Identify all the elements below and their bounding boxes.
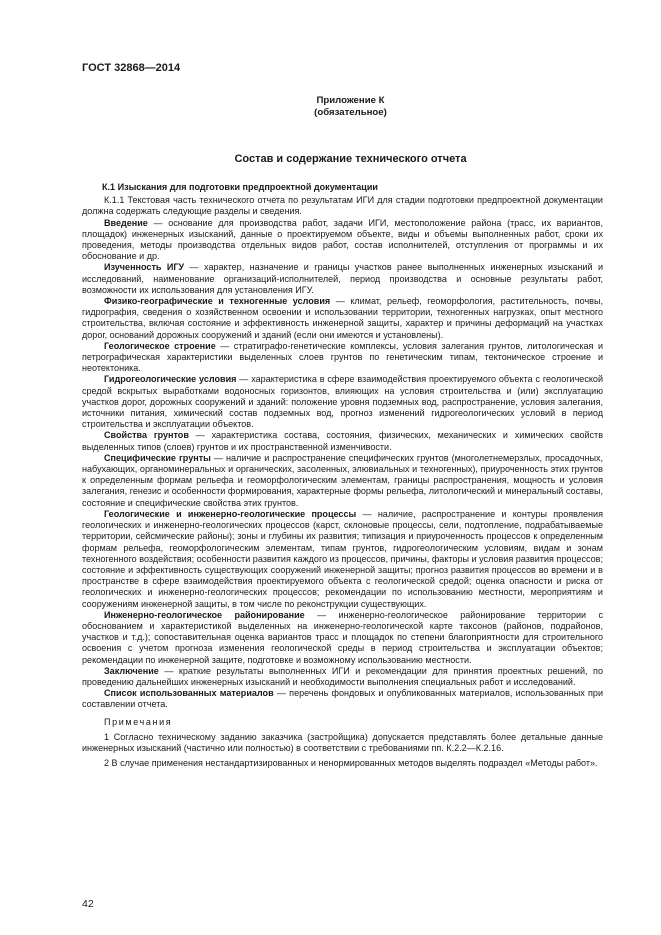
- term: Специфические грунты: [104, 452, 211, 463]
- paragraph-references: Список использованных материалов — перечень фондовых и опубликованных материалов, использованных при составлении отчета.: [82, 688, 603, 710]
- notes-heading: Примечания: [104, 716, 173, 727]
- paragraph-study-degree: Изученность ИГУ — характер, назначение и границы участков ранее выполненных инженерных изысканий и исследований, наименование организаций-исполнителей, период производства и основные результаты работ, возможности их использования для установления ИГУ.: [82, 262, 603, 295]
- appendix-status: (обязательное): [314, 107, 387, 118]
- term: Гидрогеологические условия: [104, 374, 237, 385]
- term: Геологическое строение: [104, 340, 216, 351]
- paragraph-introduction: Введение — основание для производства работ, задачи ИГИ, местоположение района (трасс, их вариантов, площадок) инженерных изысканий, данные о проектируемом объекте, виды и объемы выполненных работ, сроки их проведения, методы производства отдельных видов работ, состав исполнителей, отступления от программы и их обоснование и др.: [82, 217, 603, 262]
- paragraph-hydrogeology: Гидрогеологические условия — характеристика в сфере взаимодействия проектируемого объекта с геологической средой вскрытых выработками водоносных горизонтов, влияющих на условия строительства и (или) эксплуатацию участков дорог, дорожных сооружений и зданий: положение уровня подземных вод, распространение, условия залегания, источники питания, химический состав подземных вод, прогноз изменений гидрогеологических условий в период строительства и эксплуатации объектов.: [82, 374, 604, 430]
- document-body: [82, 182, 603, 769]
- term: Инженерно-геологическое районирование: [104, 609, 305, 620]
- standard-number: ГОСТ 32868—2014: [82, 62, 181, 74]
- paragraph-zoning: Инженерно-геологическое районирование — инженерно-геологическое районирование территории с обоснованием и характеристикой выделенных на инженерно-геологической карте таксонов (районов, подрайонов, участков и т.д.); сопоставительная оценка вариантов трасс и площадок по степени благоприятности для строительного освоения с учетом прогноза изменения геологической среды в период строительства и эксплуатации объектов; рекомендации по инженерной защите, подготовке и возможному использованию местности.: [82, 609, 603, 665]
- term: Список использованных материалов: [104, 688, 274, 699]
- term: Физико-географические и техногенные условия: [104, 296, 331, 307]
- paragraph-specific-soils: Специфические грунты — наличие и распространение специфических грунтов (многолетнемерзлых, просадочных, набухающих, органоминеральных и органических, засоленных, элювиальных и техногенных), приуроченность этих грунтов к определенным формам рельефа и геоморфологическим элементам, границы распространения, мощность и условия залегания, генезис и особенности формирования, характерные формы рельефа, литологический и минеральный составы, состояние и специфические свойства этих грунтов.: [82, 452, 603, 508]
- note-2: 2 В случае применения нестандартизированных и ненормированных методов выделять подраздел «Методы работ».: [104, 758, 598, 769]
- term: Заключение: [104, 665, 159, 676]
- paragraph-soil-properties: Свойства грунтов — характеристика состава, состояния, физических, механических и химических свойств выделенных типов (слоев) грунтов и их пространственной изменчивости.: [82, 430, 603, 452]
- page-number: 42: [82, 898, 94, 910]
- document-title: Состав и содержание технического отчета: [234, 153, 467, 165]
- term: Геологические и инженерно-геологические процессы: [104, 508, 357, 519]
- intro-paragraph: К.1.1 Текстовая часть технического отчета по результатам ИГИ для стадии подготовки предпроектной документации должна содержать следующие разделы и сведения.: [82, 195, 603, 217]
- paragraph-geology: Геологическое строение — стратиграфо-генетические комплексы, условия залегания грунтов, литологическая и петрографическая характеристики выделенных слоев грунтов по генетическим типам, тектоническое строение и неотектоника.: [82, 340, 603, 374]
- term: Введение: [104, 217, 148, 228]
- term: Свойства грунтов: [104, 430, 189, 441]
- note-1: 1 Согласно техническому заданию заказчика (застройщика) допускается представлять более детальные данные инженерных изысканий (частично или полностью) в соответствии с требованиями пп. К.2.2—К.2.16.: [82, 731, 603, 753]
- term: Изученность ИГУ: [104, 262, 185, 273]
- paragraph-physical-geographic: Физико-географические и техногенные условия — климат, рельеф, геоморфология, растительность, почвы, гидрография, сведения о хозяйственном освоении и использовании территории, техногенных нагрузках, опыт местного строительства, включая состояние и эффективность инженерной защиты, характер и причины деформаций на участках дорог, оснований дорожных сооружений и зданий (если они имеются и установлены).: [82, 296, 603, 340]
- section-title: К.1 Изыскания для подготовки предпроектной документации: [102, 182, 378, 192]
- paragraph-conclusion: Заключение — краткие результаты выполненных ИГИ и рекомендации для принятия проектных решений, по проведению дальнейших инженерных изысканий и необходимости выполнения специальных работ и исследований.: [82, 665, 603, 687]
- appendix-heading: [0, 95, 661, 119]
- appendix-label: Приложение К: [316, 95, 385, 106]
- paragraph-processes: Геологические и инженерно-геологические процессы — наличие, распространение и контуры проявления геологических и инженерно-геологических процессов (карст, склоновые процессы, сели, подтопление, подрабатываемые территории, сейсмические районы); зоны и глубины их развития; типизация и приуроченность процессов к определенным формам рельефа, геоморфологическим элементам, типам грунтов, гидрогеологическим условиям, видам и зонам техногенного воздействия; особенности развития каждого из процессов, причины, факторы и условия развития процессов; состояние и эффективность существующих сооружений инженерной защиты; прогноз развития процессов во времени и в пространстве в сфере взаимодействия проектируемого объекта с геологической средой; оценка опасности и риска от геологических и инженерно-геологических процессов; рекомендации по использованию местности, мероприятиям и сооружениям инженерной защиты, в том числе по реконструкции существующих.: [82, 508, 604, 609]
